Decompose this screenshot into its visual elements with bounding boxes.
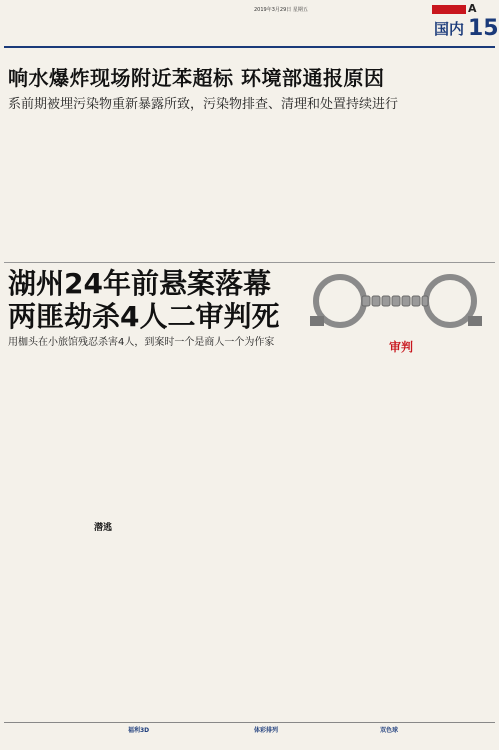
story2-column-1: [8, 414, 90, 714]
section-title: 国内: [434, 20, 465, 38]
story2-column-2b: [94, 546, 176, 716]
lead-column-3: [152, 130, 220, 268]
lead-column-2: [80, 120, 148, 258]
story2-tag: 审判: [389, 340, 414, 354]
story2-section-title-2: 潜逃: [94, 523, 113, 533]
handcuff-lock-right: [468, 316, 482, 326]
masthead-date: 2019年3月29日 星期五: [254, 7, 308, 13]
lottery-box: [4, 725, 122, 749]
story2-headline-line1: 湖州24年前悬案落幕: [8, 267, 271, 300]
masthead-letter: A: [468, 2, 477, 15]
handcuffs-illustration: [300, 246, 495, 376]
lottery-title: 体彩排列: [254, 727, 279, 734]
lead-headline: 响水爆炸现场附近苯超标 环境部通报原因: [8, 66, 385, 90]
lead-column-1: [8, 120, 76, 258]
story2-column-3: [180, 390, 262, 710]
story2-headline-line2: 两匪劫杀4人二审判死: [8, 300, 280, 333]
chain-link: [422, 296, 428, 306]
story2-column-2: [94, 390, 176, 518]
masthead: [4, 2, 499, 56]
chain-link: [362, 296, 370, 306]
page-number: 15: [468, 16, 499, 41]
chain-link: [402, 296, 410, 306]
lottery-title: 福利3D: [128, 727, 150, 734]
story2-column-5: [344, 418, 414, 710]
lottery-box: [254, 725, 372, 749]
story2-column-4: [266, 390, 340, 710]
chain-link: [412, 296, 420, 306]
lottery-title: 双色球: [380, 727, 399, 734]
story2-column-6: [418, 418, 491, 708]
lottery-strip: [4, 722, 495, 749]
chain-link: [382, 296, 390, 306]
chain-link: [392, 296, 400, 306]
handcuff-lock-left: [310, 316, 324, 326]
masthead-meta: [254, 6, 430, 14]
chain-link: [372, 296, 380, 306]
lead-column-5: [296, 120, 356, 258]
lead-column-4: [224, 120, 292, 258]
lead-column-6: [360, 120, 420, 258]
masthead-rule: [4, 46, 495, 48]
lead-body: [8, 120, 491, 258]
story2-subhead: 用枷头在小旅馆残忍杀害4人，到案时一个是商人一个为作家: [8, 337, 275, 348]
lead-subhead: 系前期被埋污染物重新暴露所致，污染物排查、清理和处置持续进行: [8, 97, 399, 112]
lottery-box: [128, 725, 246, 749]
masthead-tag: [432, 5, 466, 14]
lottery-box: [380, 725, 495, 749]
handcuff-right-ring: [426, 277, 474, 325]
story2-body: [8, 390, 491, 720]
lead-column-7: [424, 120, 491, 258]
